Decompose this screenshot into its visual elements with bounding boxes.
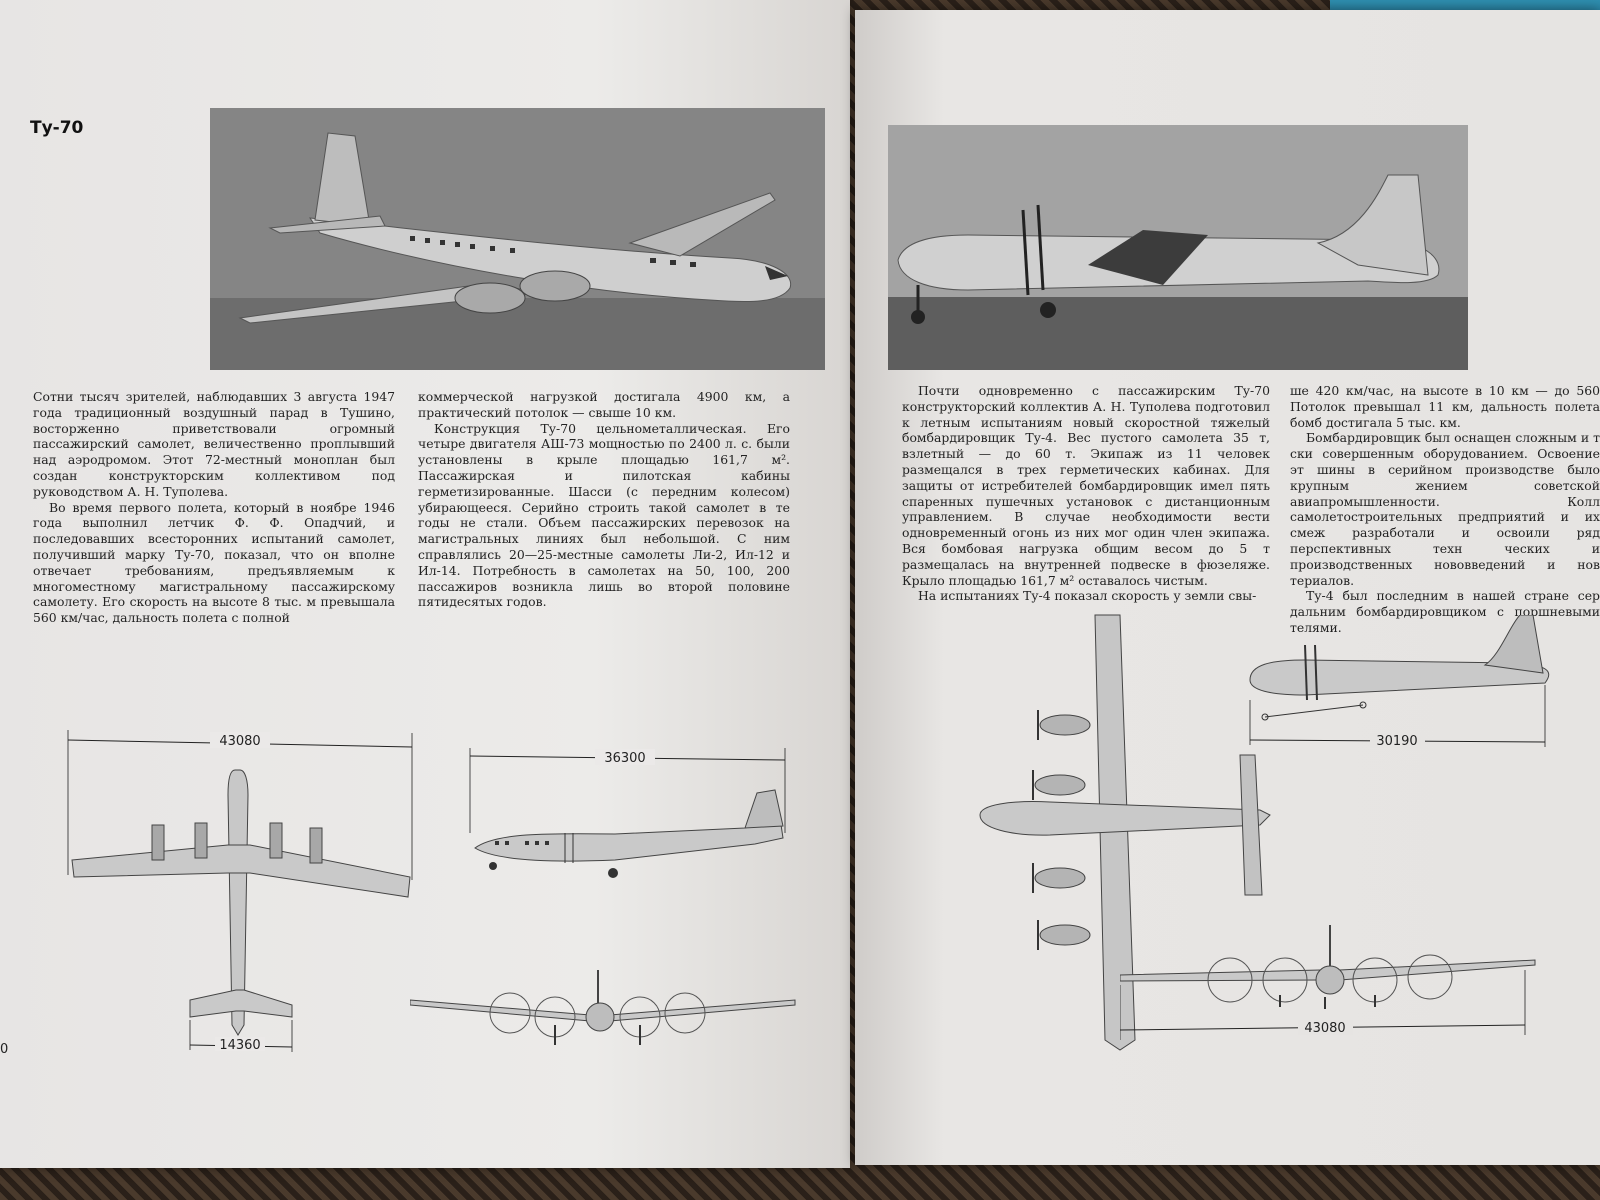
right-text-column-2 [1290, 383, 1600, 636]
span-dimension: 43080 [219, 734, 261, 749]
tu70-front-view-drawing [410, 965, 800, 1060]
paragraph: Почти одновременно с пассажирским Ту-70 конструкторский коллектив А. Н. Туполева подготовил к летным испытаниям новый скоростной тяжелый бомбардировщик Ту-4. Вес пустого самолета 35 т, взлетный — до 60 т. Экипаж из 11 человек размещался в трех герметических кабинах. Для защиты от истребителей бомбардировщик имел пять спаренных пушечных установок с дистанционным управлением. В случае необходимости вести одновременный огонь из них мог один член экипажа. Вся бомбовая нагрузка общим весом до 5 т размещалась на внутренней подвеске в фюзеляже. Крыло площадью 161,7 м² оставалось чистым. [902, 383, 1270, 588]
tu70-side-view-drawing [465, 748, 795, 893]
right-text-column-1 [902, 383, 1270, 604]
tu4-side-view-drawing [1245, 615, 1580, 760]
paragraph: Бомбардировщик был оснащен сложным и т ски совершенным оборудованием. Освоение эт шины в серийном производстве было крупным жением советской авиапромышленности. Колл самолетостроительных предприятий и их смеж разработали и освоили ряд перспективных техн ческих и производственных нововведений и нов териалов. [1290, 430, 1600, 588]
paragraph: Ту-4 был последним в нашей стране сер дальним бомбардировщиком с поршневыми телями. [1290, 588, 1600, 635]
tu70-top-view-drawing [60, 725, 430, 1080]
tu70-airplane-image [210, 108, 825, 370]
paragraph: Конструкция Ту-70 цельнометаллическая. Его четыре двигателя АШ-73 мощностью по 2400 л. с. были установлены в крыле площадью 161,7 м². Пассажирская и пилотская кабины герметизированные. Шасси (с передним колесом) убирающееся. Серийно строить такой самолет в те годы не стали. Объем пассажирских перевозок на магистральных линиях был небольшой. С ним справлялись 20—25-местные самолеты Ли-2, Ил-12 и Ил-14. Потребность в самолетах на 50, 100, 200 пассажиров возникла лишь во второй половине пятидесятых годов. [418, 420, 790, 610]
tu4-span-dimension: 43080 [1304, 1021, 1346, 1036]
tu4-airplane-image [888, 125, 1468, 370]
tu4-front-view-drawing [1120, 925, 1540, 1065]
tu4-photo [888, 125, 1468, 370]
tail-span-dimension: 14360 [219, 1038, 261, 1053]
paragraph: Во время первого полета, который в ноябре 1946 года выполнил летчик Ф. Ф. Опадчий, и последовавших всесторонних испытаний самолет, получивший марку Ту-70, показал, что он вполне отвечает требованиям, предъявляемым к многоместному магистральному пассажирскому самолету. Его скорость на высоте 8 тыс. м превышала 560 км/час, дальность полета с полной [33, 499, 395, 626]
length-dimension: 36300 [604, 751, 646, 766]
paragraph: ше 420 км/час, на высоте в 10 км — до 560 Потолок превышал 11 км, дальность полета бомб достигала 5 тыс. км. [1290, 383, 1600, 430]
right-page [855, 10, 1600, 1165]
paragraph: На испытаниях Ту-4 показал скорость у земли свы- [918, 588, 1257, 604]
tu70-photo [210, 108, 825, 370]
tu4-length-dimension: 30190 [1376, 734, 1418, 749]
page-number: 0 [0, 1042, 9, 1057]
left-text-column-2 [418, 389, 790, 610]
paragraph: Сотни тысяч зрителей, наблюдавших 3 августа 1947 года традиционный воздушный парад в Тушино, восторженно приветствовали огромный пассажирский самолет, величественно проплывший над аэродромом. Этот 72-местный моноплан был создан конструкторским коллективом под руководством А. Н. Туполева. [33, 389, 395, 499]
left-text-column-1 [33, 389, 395, 626]
paragraph: коммерческой нагрузкой достигала 4900 км, а практический потолок — свыше 10 км. [418, 389, 790, 420]
page-title: Ту-70 [30, 118, 84, 138]
